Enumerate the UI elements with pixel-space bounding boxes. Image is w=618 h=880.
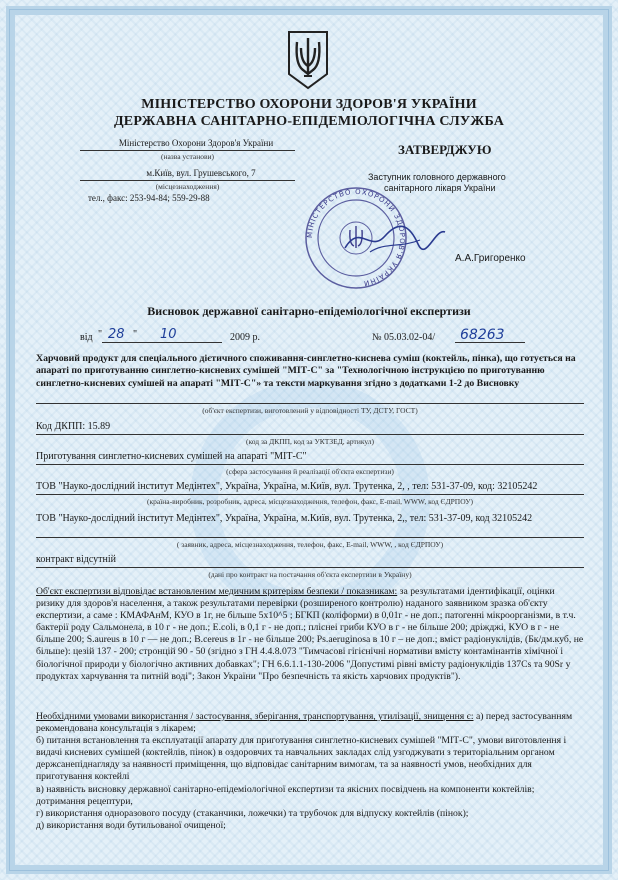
ministry-heading: МІНІСТЕРСТВО ОХОРОНИ ЗДОРОВ'Я УКРАЇНИ (141, 97, 477, 112)
stamp-ring-text: МІНІСТЕРСТВО ОХОРОНИ ЗДОРОВ'Я УКРАЇНИ (305, 187, 407, 288)
contract-caption: (дані про контракт на постачання об'єкта експертизи в Україну) (208, 570, 412, 579)
approval-title: ЗАТВЕРДЖУЮ (398, 142, 492, 157)
application-field: Приготування синглетно-кисневих сумішей на апараті "МІТ-С" (36, 451, 307, 462)
institution-name-line (80, 150, 295, 151)
trident-icon (287, 30, 329, 90)
approval-position-line1: Заступник головного державного (368, 172, 506, 182)
condition-d: г) використання одноразового посуду (стаканчики, ложечки) та трубочок для відпуску коктейлів (пінок); (36, 807, 469, 819)
criteria-lead: Об'єкт експертизи відповідає встановленим медичним критеріям безпеки / показникам: (36, 586, 398, 597)
institution-address-line (80, 180, 295, 181)
institution-address: м.Київ, вул. Грушевського, 7 (146, 168, 256, 178)
contract-field: контракт відсутній (36, 554, 116, 565)
product-description: Харчовий продукт для спеціального дієтичного споживання-синглетно-киснева суміш (коктейль, пінка), що готується на апараті по приготуванню синглетно-кисневих сумішей "МІТ-С" за "Технологічною інструкцією по приготуванню синглетно-кисневих сумішей на апараті "МІТ-С"» та тексти маркування згідно з додатками 1-2 до Висновку (36, 353, 576, 389)
date-day: 28 (108, 327, 125, 342)
document-title: Висновок державної санітарно-епідеміологічної експертизи (147, 304, 471, 318)
date-year: 2009 р. (230, 332, 260, 343)
manufacturer-caption: (країна-виробник, розробник, адреса, місцезнаходження, телефон, факс, E-mail, WWW, код ЄДРПОУ) (146, 497, 474, 506)
certificate-page: МІНІСТЕРСТВО ОХОРОНИ ЗДОРОВ'Я УКРАЇНИ ДЕРЖАВНА САНІТАРНО-ЕПІДЕМІОЛОГІЧНА СЛУЖБА Міністерство Охорони Здоров'я України (назва установи) м.Київ, вул. Грушевського, 7 (місцезнаходження) тел., факс: 253-94-84; 559-29-88 ЗАТВЕРДЖУЮ Заступник головного державного санітарного лікаря України А.А.Григоренко МІНІСТЕРСТВО ОХОРОНИ ЗДОРОВ'Я УКРАЇНИ Висновок державної санітарно-епідеміологічної експертизи від " 28 " 10 2009 р. № 05.03.02-04/ 68263 Харчовий продукт для спеціального дієтичного споживання-синглетно-киснева суміш (коктейль, пінка), що готується на апараті по приготуванню синглетно-кисневих сумішей "МІТ-С" за "Технологічною інструкцією по приготуванню синглетно-кисневих сумішей на апараті "МІТ-С"» та тексти маркування згідно з додатками 1-2 до Висновку (об'єкт експертизи, виготовлений у відповідності ТУ, ДСТУ, ГОСТ) Код ДКПП: 15.89 (код за ДКПП, код за УКТЗЕД, артикул) Приготування синглетно-кисневих сумішей на апараті "МІТ-С" (сфера застосування й реалізації об'єкта експертизи) ТОВ "Науко-дослідний інститут Медінтех", Україна, Україна, м.Київ, вул. Трутенка, 2, , тел: 531-37-09, код: 32105242 (країна-виробник, розробник, адреса, місцезнаходження, телефон, факс, E-mail, WWW, код ЄДРПОУ) ТОВ "Науко-дослідний інститут Медінтех", Україна, Україна, м.Київ, вул. Трутенка, 2,, тел: 531-37-09, код 32105242 ( заявник, адреса, місцезнаходження, телефон, факс, E-mail, WWW, , код ЄДРПОУ) контракт відсутній (дані про контракт на постачання об'єкта експертизи в Україну) Об'єкт експертизи відповідає встановленим медичним критеріям безпеки / показникам: за результатами ідентифікації, оцінки ризику для здоров'я населення, а також результатами перевірки (розширеного контролю) наданого заявником зразка об'єкту експертизи, а саме : КМАФАнМ, КУО в 1г, не більше 5х10^5 ; БГКП (коліформи) в 0,01г - не доп.; патогенні мікроорганізми, в т.ч. бактерії роду Сальмонела, в 10 г - не доп.; E.coli, в 0,1 г - не доп.; пліснеі гриби КУО в г - не більше 200; дріжджі, КУО в г - не більше 200; S.aureus в 10 г — не доп.; B.cereus в 1г - не більше 200; Ps.aeruginosa в 10 г – не доп.; вміст радіонуклідів, (Бк/дм.куб, не більше): цезій 137 - 200; стронцій 90 - 50 (згідно з ГН 4.4.8.073 "Тимчасові гігієнічні нормативи вмісту контамінантів хімічної і біологічної природи у біологічно активних добавках"; ГН 6.6.1.1-130-2006 "Допустимі рівні вмісту радіонуклідів 137Cs та 90Sr у продуктах харчування та питній воді"; Закон України "Про безпечність та якість харчових продуктів"). Необхідними умовами використання / застосування, зберігання, транспортування, утилізації, знищення є: а) перед застосуванням рекомендована консультація з лікарем; б) питання встановлення та експлуатації апарату для приготування синглетно-кисневих сумішей "МІТ-С", умови виготовлення і видачі кисневих сумішей (коктейлів, пінок) в оздоровчих та навчальних закладах слід узгоджувати з територіальним органом держсанепіднагляду за наявності приміщення, що відповідає санітарним вимогам, та за наявності умов, необхідних для приготування коктейлі в) наявність висновку державної санітарно-епідеміологічної експертизи та якісних посвідчень на компоненти коктейлів; дотримання рецептури, г) використання одноразового посуду (стаканчики, ложечки) та трубочок для відпуску коктейлів (пінок); д) використання води бутильованої очищеної; (0, 0, 618, 880)
criteria-paragraph (36, 586, 584, 683)
condition-e: д) використання води бутильованої очищеної; (36, 819, 226, 831)
conditions-paragraph (36, 711, 584, 832)
number-prefix: № 05.03.02-04/ (372, 332, 436, 343)
date-month: 10 (160, 327, 177, 342)
dkpp-code: Код ДКПП: 15.89 (36, 421, 111, 432)
approval-signatory: А.А.Григоренко (455, 253, 526, 264)
institution-name: Міністерство Охорони Здоров'я України (118, 138, 274, 148)
manufacturer-field: ТОВ "Науко-дослідний інститут Медінтех", Україна, Україна, м.Київ, вул. Трутенка, 2, , тел: 531-37-09, код: 32105242 (36, 481, 538, 492)
institution-name-caption: (назва установи) (160, 152, 215, 161)
signature-icon (340, 218, 450, 258)
applicant-caption: ( заявник, адреса, місцезнаходження, телефон, факс, E-mail, WWW, , код ЄДРПОУ) (176, 540, 444, 549)
date-prefix: від (80, 332, 93, 343)
dkpp-caption: (код за ДКПП, код за УКТЗЕД, артикул) (245, 437, 375, 446)
institution-address-caption: (місцезнаходження) (155, 182, 220, 191)
condition-c: в) наявність висновку державної санітарно-епідеміологічної експертизи та якісних посвідчень на компоненти коктейлів; дотримання рецептури, (36, 783, 535, 807)
application-caption: (сфера застосування й реалізації об'єкта експертизи) (226, 467, 394, 476)
service-heading: ДЕРЖАВНА САНІТАРНО-ЕПІДЕМІОЛОГІЧНА СЛУЖБА (113, 114, 505, 129)
criteria-text: за результатами ідентифікації, оцінки ризику для здоров'я населення, а також результатами перевірки (розширеного контролю) наданого заявником зразка об'єкту експертизи, а саме : КМАФАнМ, КУО в 1г, не більше 5х10^5 ; БГКП (коліформи) в 0,01г - не доп.; патогенні мікроорганізми, в т.ч. бактерії роду Сальмонела, в 10 г - не доп.; E.coli, в 0,1 г - не доп.; пліснеі гриби КУО в г - не більше 200; дріжджі, КУО в г - не більше 200; S.aureus в 10 г — не доп.; B.cereus в 1г - не більше 200; Ps.aeruginosa в 10 г – не доп.; вміст радіонуклідів, (Бк/дм.куб, не більше): цезій 137 - 200; стронцій 90 - 50 (згідно з ГН 4.4.8.073 "Тимчасові гігієнічні нормативи вмісту контамінантів хімічної і біологічної природи у біологічно активних добавках"; ГН 6.6.1.1-130-2006 "Допустимі рівні вмісту радіонуклідів 137Cs та 90Sr у продуктах харчування та питній воді"; Закон України "Про безпечність та якість харчових продуктів"). (36, 586, 584, 682)
number-handwritten: 68263 (460, 327, 505, 343)
conditions-lead: Необхідними умовами використання / застосування, зберігання, транспортування, утилізації, знищення є: (36, 711, 474, 722)
condition-b: б) питання встановлення та експлуатації апарату для приготування синглетно-кисневих сумішей "МІТ-С", умови виготовлення і видачі кисневих сумішей (коктейлів, пінок) в оздоровчих та навчальних закладах слід узгоджувати з територіальним органом держсанепіднагляду за наявності приміщення, що відповідає санітарним вимогам, та за наявності умов, необхідних для приготування коктейлі (36, 735, 567, 783)
applicant-field: ТОВ "Науко-дослідний інститут Медінтех", Україна, Україна, м.Київ, вул. Трутенка, 2,, тел: 531-37-09, код 32105242 (36, 513, 533, 524)
institution-phone: тел., факс: 253-94-84; 559-29-88 (88, 193, 210, 203)
condition-a: а) перед застосуванням рекомендована консультація з лікарем; (36, 711, 573, 735)
approval-position-line2: санітарного лікаря України (384, 183, 496, 193)
product-caption: (об'єкт експертизи, виготовлений у відповідності ТУ, ДСТУ, ГОСТ) (202, 406, 418, 415)
